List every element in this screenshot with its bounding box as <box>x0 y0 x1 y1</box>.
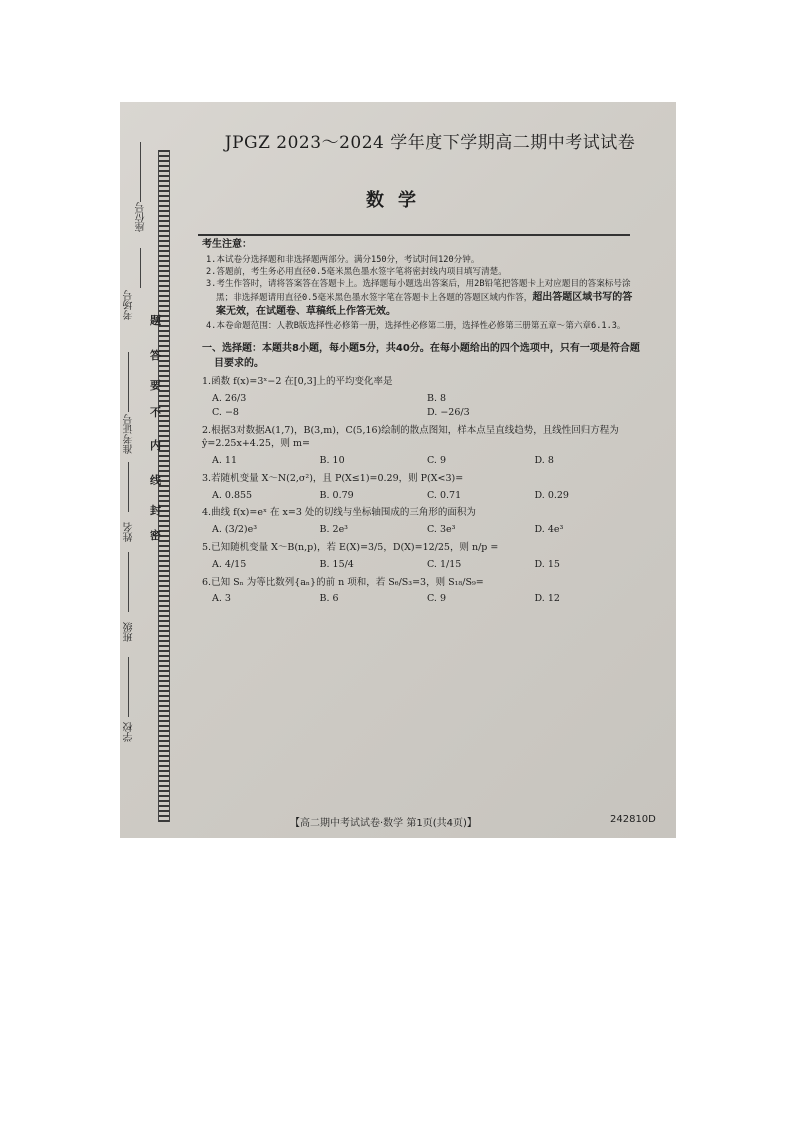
option: B. 0.79 <box>319 489 354 501</box>
blank-line-name <box>128 462 129 512</box>
option: D. 0.29 <box>534 489 569 501</box>
notice-item <box>206 278 642 319</box>
option: C. 9 <box>427 593 447 605</box>
blank-line-ticket <box>128 352 129 412</box>
question <box>202 375 642 419</box>
option: B. 2e³ <box>319 524 348 536</box>
seal-char: 要 <box>150 379 161 392</box>
notice-item: 2.答题前，考生务必用直径0.5毫米黑色墨水签字笔将密封线内项目填写清楚。 <box>206 266 507 277</box>
section-heading: 一、选择题：本题共8小题，每小题5分，共40分。在每小题给出的四个选项中，只有一项是符合题目要求的。 <box>202 343 640 369</box>
question <box>202 576 642 607</box>
option: D. 15 <box>534 558 560 570</box>
question-options <box>212 523 642 537</box>
notice-item: 4.本卷命题范围：人教B版选择性必修第一册，选择性必修第二册，选择性必修第三册第五章～第六章6.1.3。 <box>206 320 626 331</box>
question <box>202 541 642 572</box>
seal-char: 题 <box>150 314 161 327</box>
label-seat: 座位号 <box>136 202 147 232</box>
option: C. 9 <box>427 455 447 467</box>
label-ticket: 准考证号 <box>124 414 135 454</box>
option: B. 10 <box>319 455 345 467</box>
seal-char: 答 <box>150 349 161 362</box>
option: D. −26/3 <box>427 406 470 418</box>
exam-title: JPGZ 2023～2024 学年度下学期高二期中考试试卷 <box>224 133 636 153</box>
exam-content <box>202 238 642 606</box>
notice-item-text: 3.考生作答时，请将答案答在答题卡上。选择题每小题选出答案后，用2B铅笔把答题卡上对应题目的答案标号涂黑；非选择题请用直径0.5毫米黑色墨水签字笔在答题卡上各题的答题区域内作答， <box>206 279 631 303</box>
question-stem: 4.曲线 f(x)=eˣ 在 x=3 处的切线与坐标轴围成的三角形的面积为 <box>202 507 476 519</box>
question-options <box>212 489 642 503</box>
exam-photo <box>120 102 676 838</box>
label-school: 学校 <box>124 722 135 742</box>
option: D. 12 <box>534 593 560 605</box>
subject-title: 数学 <box>366 190 430 211</box>
question-options <box>212 558 642 572</box>
option: B. 6 <box>319 593 339 605</box>
header-rule <box>198 234 630 236</box>
question-options <box>212 392 642 420</box>
option: A. (3/2)e³ <box>212 524 258 536</box>
option: A. 4/15 <box>212 558 247 570</box>
option: A. 0.855 <box>212 489 253 501</box>
question-stem: 1.函数 f(x)=3ˣ−2 在[0,3]上的平均变化率是 <box>202 376 393 388</box>
binding-margin <box>120 102 180 838</box>
question <box>202 506 642 537</box>
page-footer: 【高二期中考试试卷·数学 第1页(共4页)】 <box>290 818 477 829</box>
question-stem: 6.已知 Sₙ 为等比数列{aₙ}的前 n 项和，若 S₆/S₃=3，则 S₁₈/S₉= <box>202 576 484 588</box>
seal-char: 内 <box>150 439 161 452</box>
option: A. 11 <box>212 455 237 467</box>
option: A. 26/3 <box>212 393 247 405</box>
seal-char: 封 <box>150 504 161 517</box>
notice-item: 1.本试卷分选择题和非选择题两部分。满分150分，考试时间120分钟。 <box>206 254 480 265</box>
notice-item-bold: 超出答题区域书写的答案无效，在试题卷、草稿纸上作答无效。 <box>216 291 633 318</box>
question-options <box>212 454 642 468</box>
seal-char: 线 <box>150 474 161 487</box>
question-options <box>212 592 642 606</box>
seal-char: 不 <box>150 406 161 419</box>
label-room: 考场号 <box>124 290 135 320</box>
question <box>202 424 642 468</box>
notice-heading: 考生注意： <box>202 239 252 250</box>
option: D. 4e³ <box>534 524 564 536</box>
blank-line-room <box>140 248 141 288</box>
question <box>202 472 642 503</box>
option: C. −8 <box>212 406 239 418</box>
blank-line-school <box>128 657 129 717</box>
label-class: 班级 <box>124 622 135 642</box>
option: A. 3 <box>212 593 231 605</box>
option: C. 0.71 <box>427 489 462 501</box>
option: C. 1/15 <box>427 558 462 570</box>
label-name: 姓名 <box>124 522 135 542</box>
option: B. 15/4 <box>319 558 354 570</box>
option: C. 3e³ <box>427 524 456 536</box>
seal-char: 密 <box>150 529 161 542</box>
option: B. 8 <box>427 393 447 405</box>
question-stem: 5.已知随机变量 X～B(n,p)，若 E(X)=3/5，D(X)=12/25，则 n/p = <box>202 541 499 553</box>
exam-code: 242810D <box>610 814 656 825</box>
option: D. 8 <box>534 455 554 467</box>
blank-line-class <box>128 552 129 612</box>
question-stem: 2.根据3对数据A(1,7)，B(3,m)，C(5,16)绘制的散点图知，样本点呈直线趋势，且线性回归方程为 ŷ=2.25x+4.25，则 m= <box>202 424 619 450</box>
question-stem: 3.若随机变量 X～N(2,σ²)，且 P(X≤1)=0.29，则 P(X<3)= <box>202 472 464 484</box>
